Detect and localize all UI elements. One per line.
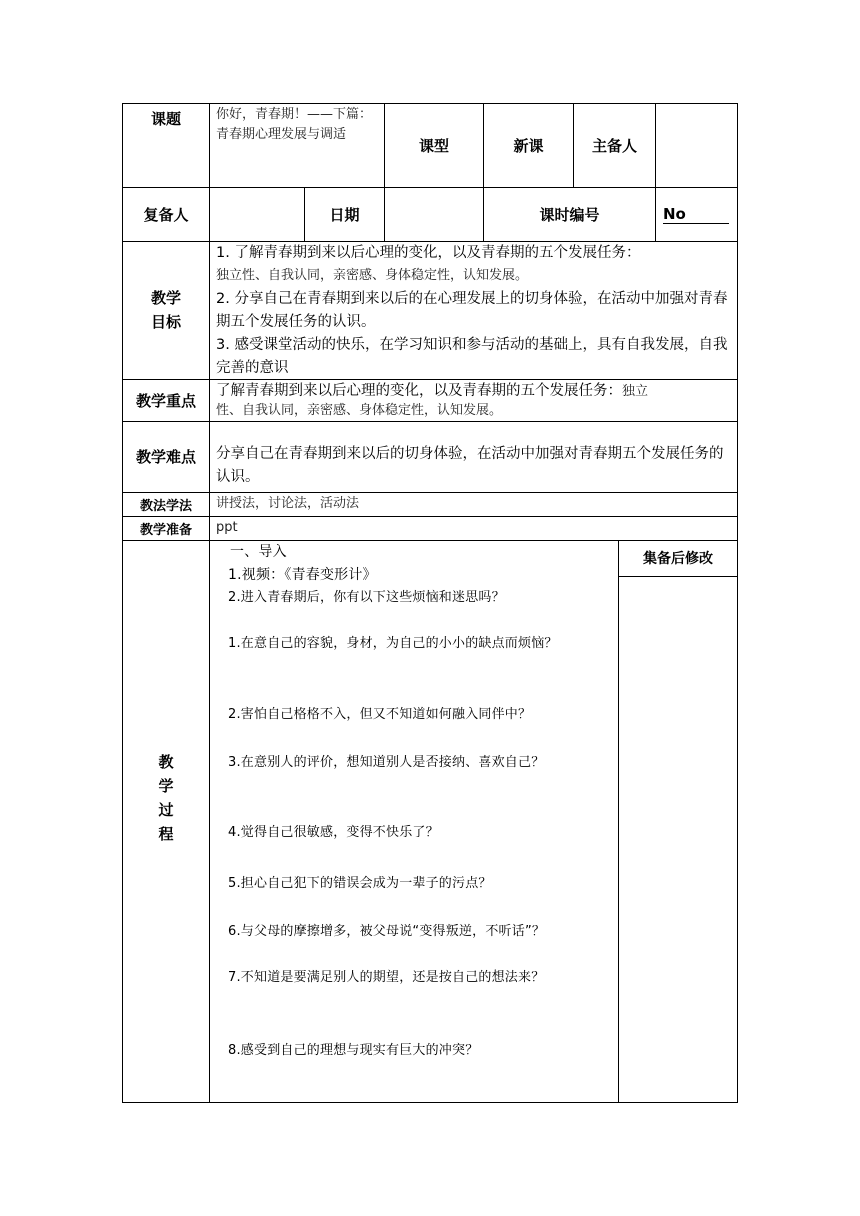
lesson-number-prefix: No [663, 205, 729, 224]
row-divider [122, 421, 738, 422]
methods-label: 教法学法 [139, 498, 192, 514]
topic-label: 课题 [150, 109, 181, 128]
preparer-value [655, 103, 738, 187]
key-points-line-1 [216, 380, 736, 403]
lesson-type-label: 课型 [418, 136, 449, 155]
co-preparer-label: 复备人 [143, 205, 189, 224]
preparation-label: 教学准备 [139, 522, 192, 538]
process-item: 8.感受到自己的理想与现实有巨大的冲突？ [228, 1043, 479, 1058]
goals-line-1: 1. 了解青春期到来以后心理的变化，以及青春期的五个发展任务： [216, 245, 641, 261]
process-item: 3.在意别人的评价，想知道别人是否接纳、喜欢自己？ [228, 755, 545, 770]
table-border-right [737, 103, 738, 1103]
process-item: 2.害怕自己格格不入，但又不知道如何融入同伴中？ [228, 707, 532, 722]
key-points-tail: 独立 [622, 384, 649, 399]
revision-label: 集备后修改 [643, 551, 713, 567]
process-label: 教 学 过 程 [158, 753, 174, 843]
process-item: 5.担心自己犯下的错误会成为一辈子的污点？ [228, 876, 492, 891]
row-divider [122, 492, 738, 493]
lesson-plan-table [122, 103, 738, 1103]
lesson-number-label: 课时编号 [539, 205, 600, 224]
process-item: 7.不知道是要满足别人的期望，还是按自己的想法来？ [228, 970, 545, 985]
preparer-label: 主备人 [591, 136, 637, 155]
goals-line-4: 3. 感受课堂活动的快乐，在学习知识和参与活动的基础上，具有自我发展，自我完善的意识 [216, 337, 728, 376]
co-preparer-value [209, 187, 305, 241]
table-border-bottom [122, 1102, 738, 1103]
preparation-value: ppt [216, 520, 238, 535]
revision-column-divider [618, 540, 619, 1102]
process-item: 1.在意自己的容貌，身材，为自己的小小的缺点而烦恼？ [228, 636, 558, 651]
key-points-label: 教学重点 [135, 391, 196, 410]
difficulties-label: 教学难点 [135, 448, 196, 466]
difficulties-value: 分享自己在青春期到来以后的切身体验，在活动中加强对青春期五个发展任务的认识。 [216, 446, 724, 485]
process-video: 1.视频：《青春变形计》 [228, 567, 377, 583]
goals-label: 教学 目标 [150, 289, 181, 331]
process-item: 4.觉得自己很敏感，变得不快乐了？ [228, 825, 439, 840]
process-section-title: 一、导入 [230, 544, 287, 560]
goals-line-3: 2. 分享自己在青春期到来以后的在心理发展上的切身体验，在活动中加强对青春期五个发展任务的认识。 [216, 291, 728, 330]
key-points-line-2: 性、自我认同，亲密感、身体稳定性，认知发展。 [216, 403, 503, 418]
row-divider [122, 516, 738, 517]
process-item: 6.与父母的摩擦增多，被父母说“变得叛逆，不听话”？ [228, 924, 546, 939]
methods-value: 讲授法，讨论法，活动法 [216, 496, 360, 511]
goals-line-2: 独立性、自我认同，亲密感、身体稳定性，认知发展。 [216, 268, 529, 283]
process-question: 2.进入青春期后，你有以下这些烦恼和迷思吗？ [228, 590, 505, 605]
key-points-main: 了解青春期到来以后心理的变化，以及青春期的五个发展任务： [216, 383, 622, 399]
date-value [384, 187, 484, 241]
lesson-number-value [655, 187, 738, 241]
date-label: 日期 [329, 205, 360, 224]
topic-value: 你好，青春期！——下篇：青春期心理发展与调适 [216, 107, 373, 142]
revision-header-divider [618, 576, 738, 577]
lesson-type-value: 新课 [513, 136, 544, 155]
